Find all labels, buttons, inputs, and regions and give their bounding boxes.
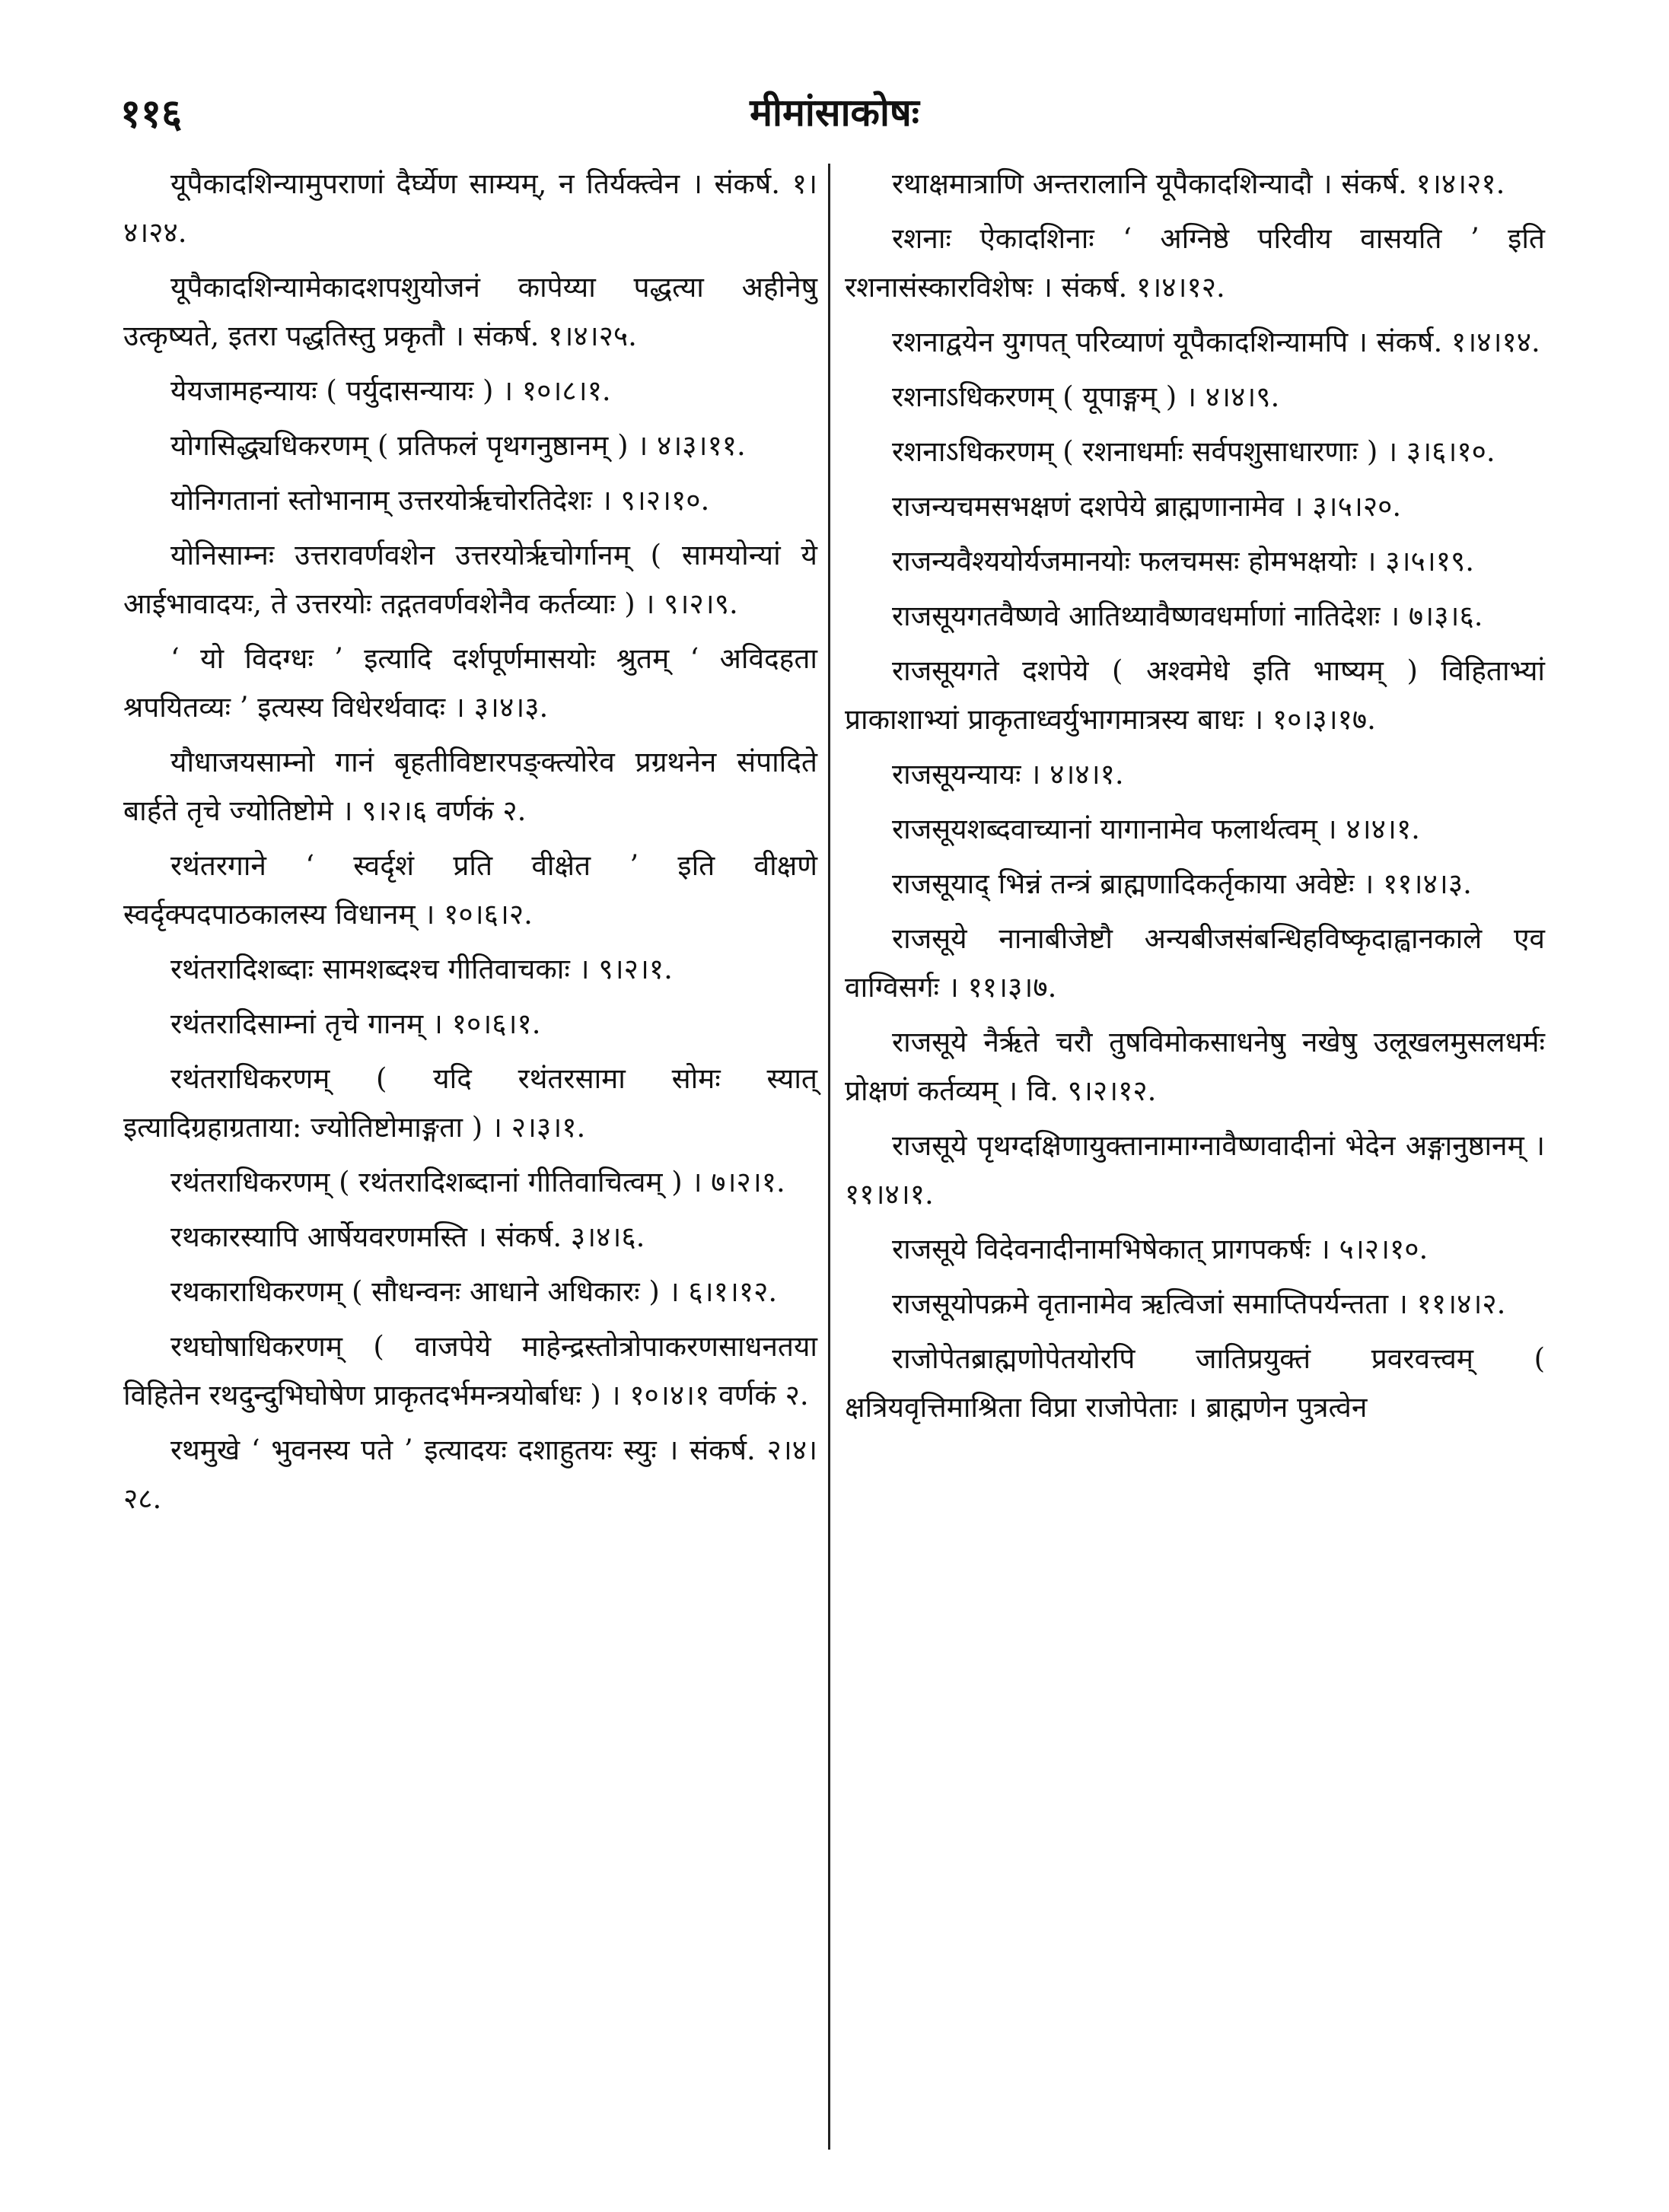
entry: राजसूयगते दशपेये ( अश्वमेधे इति भाष्यम् ) विहिताभ्यां प्राकाशाभ्यां प्राकृताध्वर्युभागमात्रस्य बाधः । १०।३।१७. xyxy=(845,654,1545,736)
entry: राजन्यवैश्ययोर्यजमानयोः फलचमसः होमभक्षयोः । ३।५।१९. xyxy=(892,545,1474,578)
page-title: मीमांसाकोषः xyxy=(750,90,919,135)
entry: राजसूये नैर्ऋते चरौ तुषविमोकसाधनेषु नखेषु उलूखलमुसलधर्मः प्रोक्षणं कर्तव्यम् । वि. ९।२।१२. xyxy=(845,1026,1545,1107)
page-number: ११६ xyxy=(120,91,183,137)
entry: राजसूये विदेवनादीनामभिषेकात् प्रागपकर्षः । ५।२।१०. xyxy=(892,1233,1429,1265)
entry: रथंतराधिकरणम् ( रथंतरादिशब्दानां गीतिवाचित्वम् ) । ७।२।१. xyxy=(170,1166,785,1198)
entry: रथंतरादिसाम्नां तृचे गानम् । १०।६।१. xyxy=(170,1007,541,1040)
entry: ‘ यो विदग्धः ’ इत्यादि दर्शपूर्णमासयोः श्रुतम् ‘ अविदहता श्रपयितव्यः ’ इत्यस्य विधेरर्थवादः । ३।४।३. xyxy=(123,642,817,724)
entry: रथंतरादिशब्दाः सामशब्दश्च गीतिवाचकाः । ९।२।१. xyxy=(170,953,673,985)
left-column xyxy=(123,160,817,1529)
entry: रथाक्षमात्राणि अन्तरालानि यूपैकादशिन्यादौ । संकर्ष. १।४।२१. xyxy=(892,167,1505,200)
entry: योनिगतानां स्तोभानाम् उत्तरयोर्ऋचोरतिदेशः । ९।२।१०. xyxy=(170,484,710,517)
entry: रथकारस्यापि आर्षेयवरणमस्ति । संकर्ष. ३।४।६. xyxy=(170,1221,645,1253)
entry: रथंतराधिकरणम् ( यदि रथंतरसामा सोमः स्यात् इत्यादिग्रहाग्रताया: ज्योतिष्टोमाङ्गता ) । २।३।१. xyxy=(123,1062,817,1144)
entry: राजसूयगतवैष्णवे आतिथ्यावैष्णवधर्माणां नातिदेशः । ७।३।६. xyxy=(892,600,1483,632)
entry: राजसूयोपक्रमे वृतानामेव ऋत्विजां समाप्तिपर्यन्तता । ११।४।२. xyxy=(892,1287,1506,1320)
entry: रशनाऽधिकरणम् ( यूपाङ्गम् ) । ४।४।९. xyxy=(892,380,1280,413)
entry: रथघोषाधिकरणम् ( वाजपेये माहेन्द्रस्तोत्रोपाकरणसाधनतया विहितेन रथदुन्दुभिघोषेण प्राकृतदर्भमन्त्रयोर्बाधः ) । १०।४।१ वर्णकं २. xyxy=(123,1330,817,1412)
entry: रथमुखे ‘ भुवनस्य पते ’ इत्यादयः दशाहुतयः स्युः । संकर्ष. २।४।२८. xyxy=(123,1434,817,1515)
entry: रथंतरगाने ‘ स्वर्दृशं प्रति वीक्षेत ’ इति वीक्षणे स्वर्दृक्पदपाठकालस्य विधानम् । १०।६।२. xyxy=(123,849,817,931)
entry: रथकाराधिकरणम् ( सौधन्वनः आधाने अधिकारः ) । ६।१।१२. xyxy=(170,1275,778,1308)
entry: रशनाः ऐकादशिनाः ‘ अग्निष्ठे परिवीय वासयति ’ इति रशनासंस्कारविशेषः । संकर्ष. १।४।१२. xyxy=(845,222,1545,304)
entry: राजसूये पृथग्दक्षिणायुक्तानामाग्नावैष्णवादीनां भेदेन अङ्गानुष्ठानम् । ११।४।१. xyxy=(845,1129,1545,1211)
column-divider xyxy=(828,164,830,2150)
entry: योगसिद्ध्यधिकरणम् ( प्रतिफलं पृथगनुष्ठानम् ) । ४।३।११. xyxy=(170,429,746,462)
entry: राजसूये नानाबीजेष्टौ अन्यबीजसंबन्धिहविष्कृदाह्वानकाले एव वाग्विसर्गः । ११।३।७. xyxy=(845,922,1545,1004)
entry: यूपैकादशिन्यामेकादशपशुयोजनं कापेय्या पद्धत्या अहीनेषु उत्कृष्यते, इतरा पद्धतिस्तु प्रकृतौ । संकर्ष. १।४।२५. xyxy=(123,271,817,352)
entry: राजसूयाद् भिन्नं तन्त्रं ब्राह्मणादिकर्तृकाया अवेष्टेः । ११।४।३. xyxy=(892,867,1472,900)
entry: रशनाऽधिकरणम् ( रशनाधर्माः सर्वपशुसाधारणाः ) । ३।६।१०. xyxy=(892,435,1495,468)
right-column xyxy=(845,160,1545,1438)
entry: राजसूयशब्दवाच्यानां यागानामेव फलार्थत्वम् । ४।४।१. xyxy=(892,813,1420,845)
entry: रशनाद्वयेन युगपत् परिव्याणं यूपैकादशिन्यामपि । संकर्ष. १।४।१४. xyxy=(892,326,1540,358)
entry: राजसूयन्यायः । ४।४।१. xyxy=(892,758,1124,791)
entry: योनिसाम्नः उत्तरावर्णवशेन उत्तरयोर्ऋचोर्गानम् ( सामयोन्यां ये आईभावादयः, ते उत्तरयोः तद्गतवर्णवशेनैव कर्तव्याः ) । ९।२।९. xyxy=(123,539,817,620)
entry: राजन्यचमसभक्षणं दशपेये ब्राह्मणानामेव । ३।५।२०. xyxy=(892,490,1402,523)
entry: यौधाजयसाम्नो गानं बृहतीविष्टारपङ्क्त्योरेव प्रग्रथनेन संपादिते बार्हते तृचे ज्योतिष्टोमे । ९।२।६ वर्णकं २. xyxy=(123,746,817,827)
entry: यूपैकादशिन्यामुपराणां दैर्घ्येण साम्यम्, न तिर्यक्त्वेन । संकर्ष. १।४।२४. xyxy=(123,167,817,249)
entry: राजोपेतब्राह्मणोपेतयोरपि जातिप्रयुक्तं प्रवरवत्त्वम् ( क्षत्रियवृत्तिमाश्रिता विप्रा राजोपेताः । ब्राह्मणेन पुत्रत्वेन xyxy=(845,1342,1545,1424)
entry: येयजामहन्यायः ( पर्युदासन्यायः ) । १०।८।१. xyxy=(170,374,611,407)
